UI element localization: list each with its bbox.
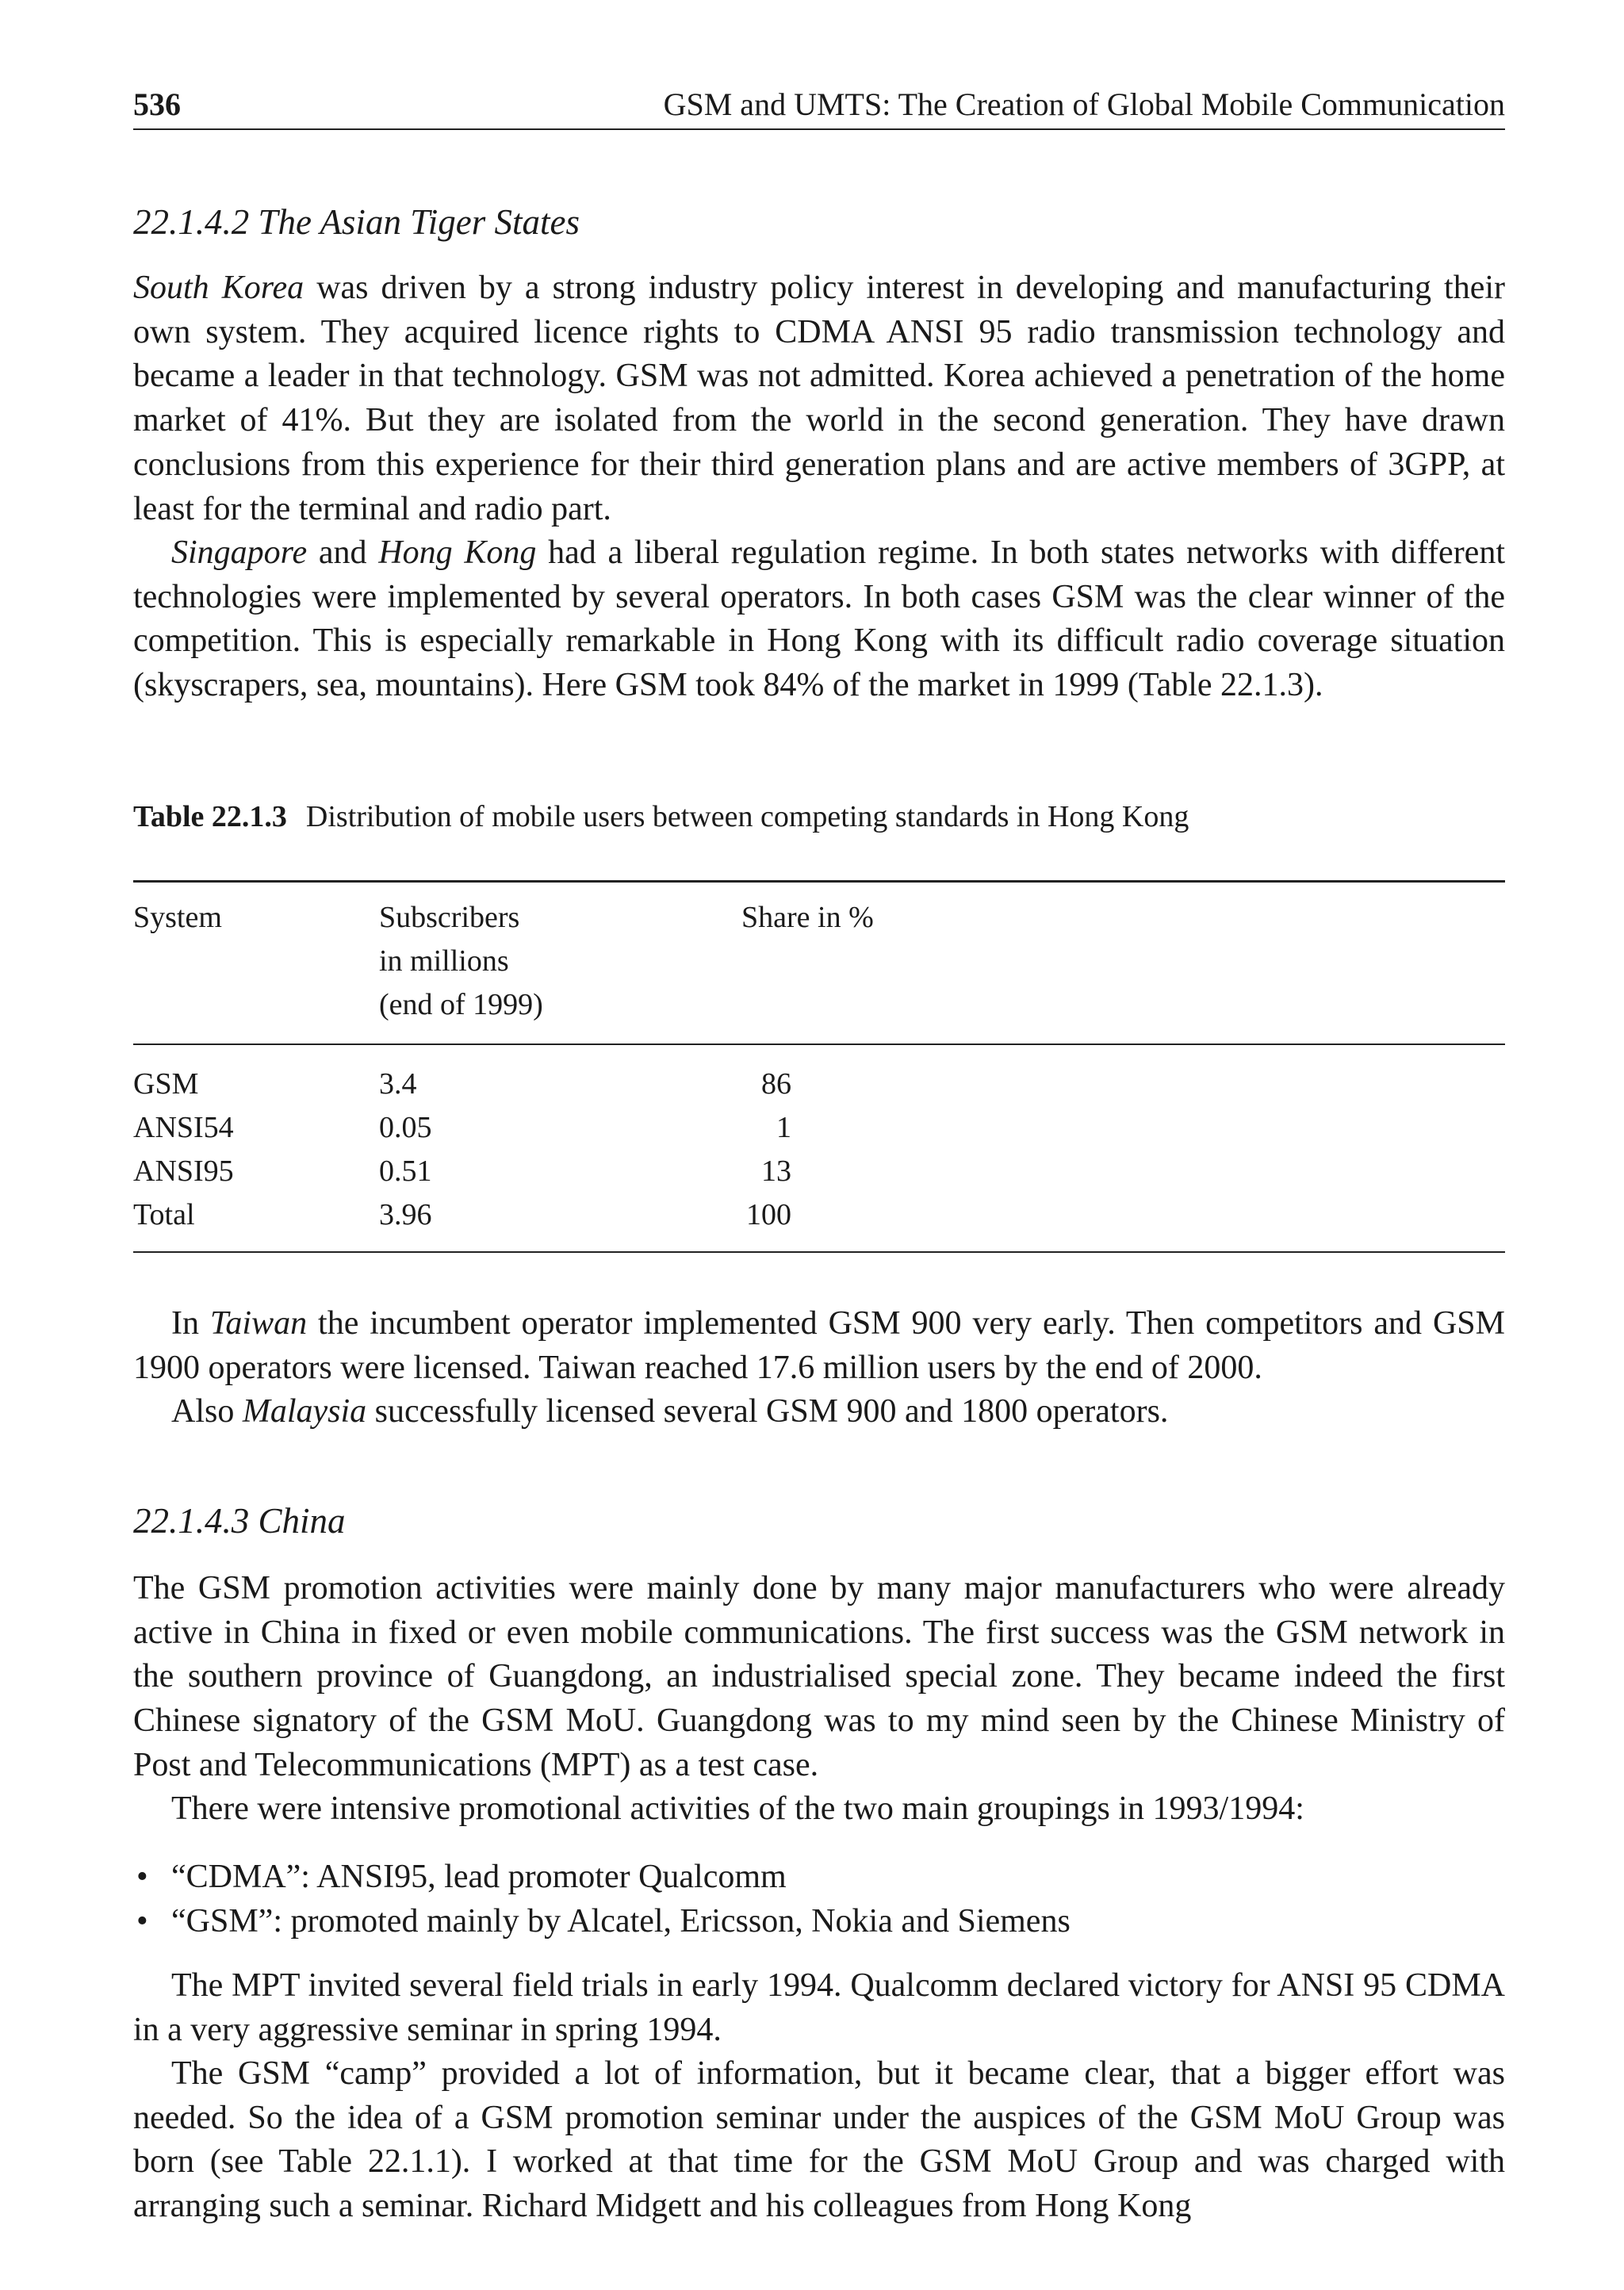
table-label: Table 22.1.3 bbox=[133, 800, 287, 833]
list-item-text: “CDMA”: ANSI95, lead promoter Qualcomm bbox=[171, 1859, 787, 1895]
bullet-list-groupings bbox=[133, 1855, 1505, 1943]
paragraph-south-korea bbox=[133, 266, 1505, 531]
text-run: Also bbox=[171, 1393, 243, 1430]
text-run: and bbox=[307, 534, 379, 571]
table-cell-share: 86 bbox=[761, 1067, 791, 1101]
page-number: 536 bbox=[133, 86, 181, 122]
list-item bbox=[133, 1900, 1505, 1944]
paragraph-malaysia bbox=[133, 1390, 1505, 1434]
table-cell-share: 13 bbox=[761, 1155, 791, 1188]
italic-term: Singapore bbox=[171, 534, 308, 571]
running-title: GSM and UMTS: The Creation of Global Mobile Communication bbox=[663, 86, 1505, 122]
table-cell-system: GSM bbox=[133, 1067, 199, 1101]
table-caption-text: Distribution of mobile users between competing standards in Hong Kong bbox=[305, 800, 1189, 833]
paragraph-singapore-hong-kong bbox=[133, 531, 1505, 708]
table-header-rule bbox=[133, 1044, 1505, 1045]
table-caption bbox=[133, 799, 1189, 834]
list-item-text: “GSM”: promoted mainly by Alcatel, Ericsson, Nokia and Siemens bbox=[171, 1902, 1071, 1940]
text-run: successfully licensed several GSM 900 and 1800 operators. bbox=[366, 1393, 1169, 1430]
paragraph-field-trials: The MPT invited several field trials in early 1994. Qualcomm declared victory for ANSI 95 CDMA in a very aggressive seminar in spring 1994. bbox=[133, 1967, 1505, 2048]
italic-term: South Korea bbox=[133, 270, 304, 306]
paragraph-promotional-activities: There were intensive promotional activities of the two main groupings in 1993/1994: bbox=[171, 1790, 1304, 1827]
running-header bbox=[133, 79, 1505, 130]
table-cell-subscribers: 0.51 bbox=[379, 1155, 432, 1188]
table-cell-system: ANSI54 bbox=[133, 1111, 234, 1144]
section-heading-china: 22.1.4.3 China bbox=[133, 1501, 346, 1541]
italic-term: Hong Kong bbox=[378, 534, 537, 571]
bullet-marker: • bbox=[136, 1859, 148, 1895]
list-item bbox=[133, 1855, 1505, 1900]
text-run: In bbox=[171, 1305, 210, 1342]
table-bottom-rule bbox=[133, 1251, 1505, 1253]
text-run: the incumbent operator implemented GSM 900 very early. Then competitors and GSM 1900 operators were licensed. Taiwan reached 17.6 million users by the end of 2000. bbox=[133, 1305, 1505, 1386]
table-cell-subscribers: 3.4 bbox=[379, 1067, 417, 1101]
italic-term: Malaysia bbox=[242, 1393, 367, 1430]
table-cell-subscribers: 3.96 bbox=[379, 1198, 432, 1231]
text-run: was driven by a strong industry policy interest in developing and manufacturing their own system. They acquired licence rights to CDMA ANSI 95 radio transmission technology and became a leader in that technology. GSM was not admitted. Korea achieved a penetration of the home market of 41%. But they are isolated from the world in the second generation. They have drawn conclusions from this experience for their third generation plans and are active members of 3GPP, at least for the terminal and radio part. bbox=[133, 270, 1505, 527]
column-header-subscribers-line-1: Subscribers bbox=[379, 901, 520, 934]
bullet-marker: • bbox=[136, 1902, 148, 1940]
text-run: had a liberal regulation regime. In both states networks with different technologies were implemented by several operators. In both cases GSM was the clear winner of the competition. This is especially remarkable in Hong Kong with its difficult radio coverage situation (skyscrapers, sea, mountains). Here GSM took 84% of the market in 1999 (Table 22.1.3). bbox=[133, 534, 1505, 704]
table-cell-subscribers: 0.05 bbox=[379, 1111, 432, 1144]
paragraph-china-promotion: The GSM promotion activities were mainly done by many major manufacturers who were already active in China in fixed or even mobile communications. The first success was the GSM network in the southern province of Guangdong, an industrialised special zone. They became indeed the first Chinese signatory of the GSM MoU. Guangdong was to my mind seen by the Chinese Ministry of Post and Telecommunications (MPT) as a test case. bbox=[133, 1570, 1505, 1783]
column-header-subscribers-line-3: (end of 1999) bbox=[379, 988, 543, 1021]
table-cell-share: 100 bbox=[746, 1198, 791, 1231]
column-header-subscribers-line-2: in millions bbox=[379, 944, 509, 978]
section-heading-asian-tiger-states: 22.1.4.2 The Asian Tiger States bbox=[133, 202, 580, 242]
table-top-rule bbox=[133, 880, 1505, 883]
italic-term: Taiwan bbox=[209, 1305, 308, 1342]
column-header-share: Share in % bbox=[741, 901, 874, 934]
column-header-system: System bbox=[133, 901, 222, 934]
paragraph-gsm-camp: The GSM “camp” provided a lot of information, but it became clear, that a bigger effort was needed. So the idea of a GSM promotion seminar under the auspices of the GSM MoU Group was born (see Table 22.1.1). I worked at that time for the GSM MoU Group and was charged with arranging such a seminar. Richard Midgett and his colleagues from Hong Kong bbox=[133, 2055, 1505, 2225]
paragraph-taiwan bbox=[133, 1302, 1505, 1390]
table-cell-system: Total bbox=[133, 1198, 195, 1231]
table-cell-system: ANSI95 bbox=[133, 1155, 234, 1188]
table-cell-share: 1 bbox=[776, 1111, 791, 1144]
